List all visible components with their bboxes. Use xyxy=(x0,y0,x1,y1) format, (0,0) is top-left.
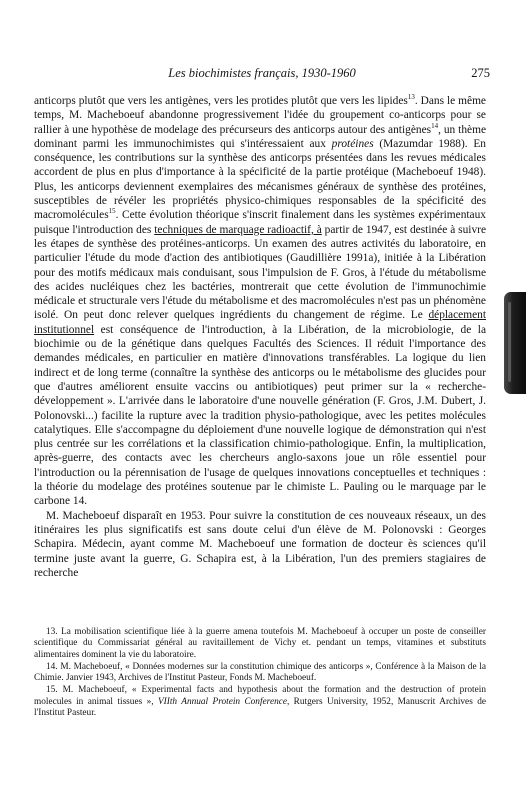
text-span: 15. M. Macheboeuf, « Experimental facts and hypothesis about the formation and the destruction of protein molecules in animal tissues », xyxy=(34,685,486,707)
footnote-15 xyxy=(34,685,486,719)
footnote-ref-13: 13 xyxy=(407,93,415,102)
underlined-phrase: déplacement institutionnel xyxy=(34,309,486,336)
footnote-ref-14: 14 xyxy=(431,121,439,130)
binder-clip xyxy=(504,292,526,394)
footnote-ref-15: 15 xyxy=(108,207,116,216)
text-span: . Cette évolution théorique s'inscrit finalement dans les systèmes expérimentaux puisque l'introduction des xyxy=(34,209,486,236)
paragraph-1 xyxy=(34,94,486,509)
text-span: est conséquence de l'introduction, à la Libération, de la microbiologie, de la biochimie ou de la génétique dans quelques Facultés des Sciences. Il réduit l'importance des demandes médicales, en particulier en matière d'innovations transférables. La logique du lien indirect et de long terme (connaître la synthèse des anticorps ou le métabolisme des glucides pour que d'autres améliorent ensuite vaccins ou antibiotiques) peut primer sur la « recherche-développement ». L'arrivée dans le laboratoire d'une nouvelle génération (F. Gros, J.M. Dubert, J. Polonovski...) facilite la rupture avec la tradition physio-pathologique, avec les petites molécules catalytiques. Elle s'accompagne du déploiement d'une nouvelle logique de démonstration qui n'est plus centrée sur les corrélations et la classification chimio-pathologique. Enfin, la multiplication, après-guerre, des contacts avec les chercheurs anglo-saxons joue un rôle essentiel pour l'introduction ou la pérennisation de l'usage de quelques innovations conceptuelles et techniques : la théorie du modelage des protéines soutenue par le chimiste L. Pauling ou le marquage par le carbone 14. xyxy=(34,323,486,508)
paragraph-2: M. Macheboeuf disparaît en 1953. Pour suivre la constitution de ces nouveaux réseaux, un des itinéraires les plus significatifs est sans doute celui d'un élève de M. Polonovski : Georges Schapira. Médecin, ayant comme M. Macheboeuf une formation de docteur ès sciences qu'il termine juste avant la guerre, G. Schapira est, à la Libération, l'un des premiers stagiaires de recherche xyxy=(34,509,486,579)
italic-term: protéines xyxy=(331,137,374,150)
text-span: . Dans le même temps, M. Macheboeuf abandonne progressivement l'idée du groupement co-anticorps pour se rallier à une hypothèse de modelage des précurseurs des anticorps autour des antigènes xyxy=(34,95,486,136)
text-span: , un thème dominant parmi les immunochimistes qui s'intéressaient aux xyxy=(34,123,487,150)
main-text xyxy=(34,94,486,580)
footnote-13: 13. La mobilisation scientifique liée à la guerre amena toutefois M. Macheboeuf à occuper un poste de conseiller scientifique du Commissariat général au ravitaillement de Vichy et. pendant un temps, vitamines et substituts alimentaires dominent la vie du laboratoire. xyxy=(34,627,486,660)
italic-title: VIIth Annual Protein Conference xyxy=(157,696,287,707)
underlined-phrase: techniques de marquage radioactif, à xyxy=(154,223,322,236)
footnotes xyxy=(34,627,486,720)
text-span: anticorps plutôt que vers les antigènes, vers les protides plutôt que vers les lipides xyxy=(34,95,408,107)
footnote-14: 14. M. Macheboeuf, « Données modernes sur la constitution chimique des anticorps », Conférence à la Maison de la Chimie. Janvier 1943, Archives de l'Institut Pasteur, Fonds M. Macheboeuf. xyxy=(34,661,486,684)
text-span: partir de 1947, est destinée à suivre les étapes de synthèse des protéines-anticorps. Un examen des autres activités du laboratoire, en particulier l'étude du mode d'action des antibiotiques (Gaudillière 1991a), initiée à la Libération pour des motifs médicaux mais conduisant, sous l'impulsion de F. Gros, à l'étude du métabolisme des acides nucléiques chez les bactéries, montrerait que cette évolution de l'immunochimie médicale et structurale vers l'étude du métabolisme et des macromolécules n'est pas un phénomène isolé. On peut donc relever quelques ingrédients du changement de régime. Le xyxy=(34,223,486,322)
text-span: , Rutgers University, 1952, Manuscrit Archives de l'Institut Pasteur. xyxy=(34,696,486,719)
text-span: (Mazumdar 1988). En conséquence, les contributions sur la synthèse des anticorps présentées dans les revues médicales accordent de plus en plus d'importance à la spécificité de la partie protéique (Macheboeuf 1948). Plus, les anticorps deviennent exemplaires des mécanismes généraux de synthèse des protéines, susceptibles de révéler les propriétés physico-chimiques responsables de la spécificité des macromolécules xyxy=(34,137,486,222)
page-number: 275 xyxy=(471,66,490,80)
running-header xyxy=(34,66,490,82)
running-title: Les biochimistes français, 1930-1960 xyxy=(168,66,356,80)
